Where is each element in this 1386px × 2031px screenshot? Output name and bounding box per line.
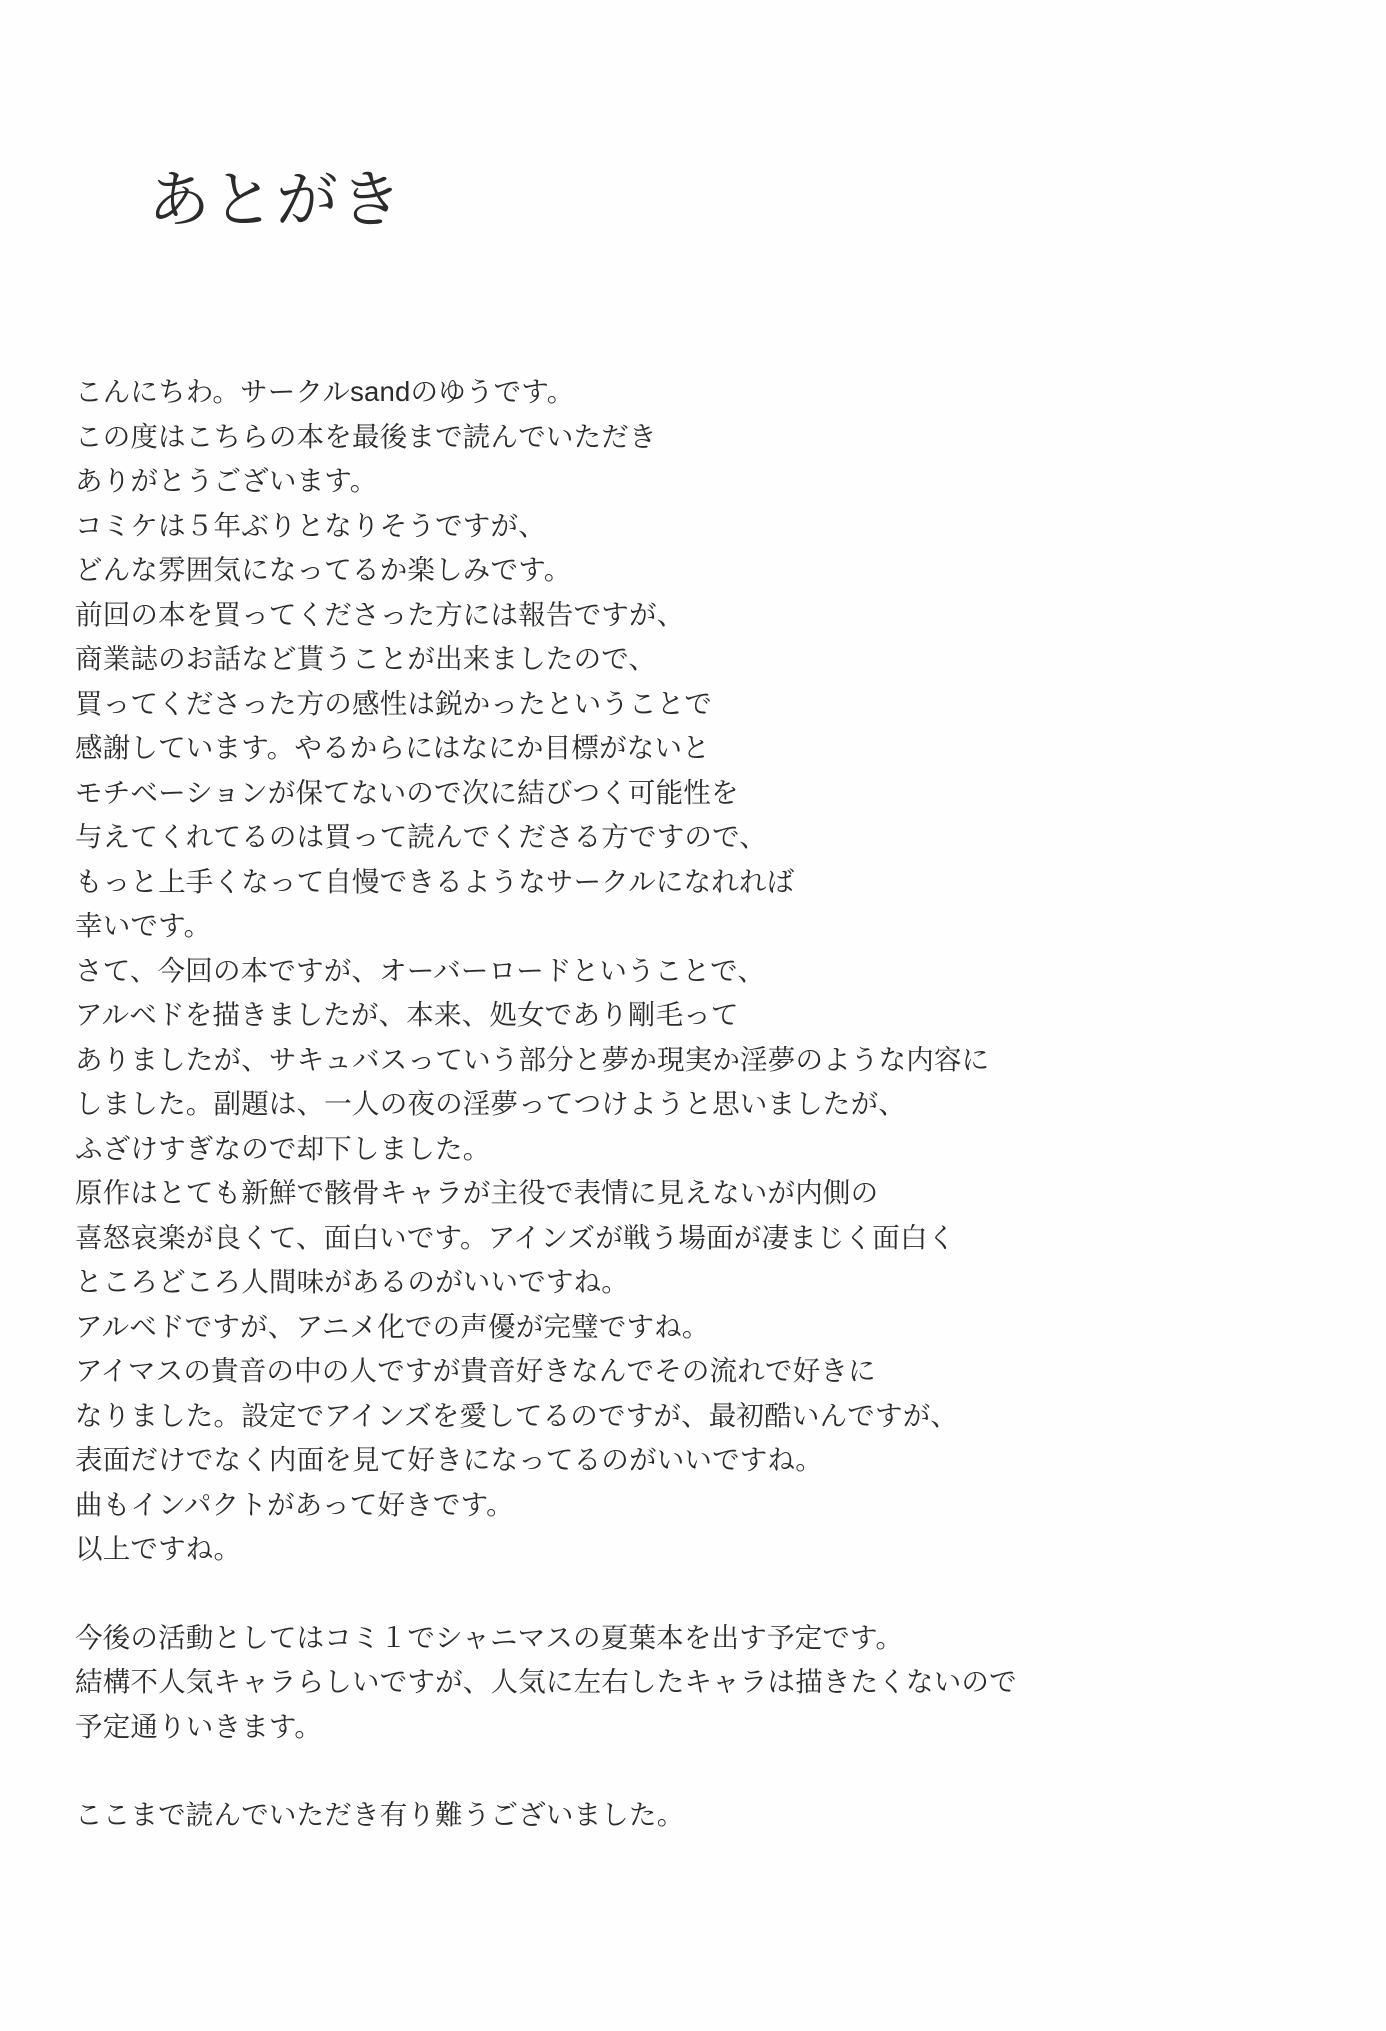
text-line: 結構不人気キャラらしいですが、人気に左右したキャラは描きたくないので <box>75 1666 1017 1697</box>
text-line: モチベーションが保てないので次に結びつく可能性を <box>75 776 739 808</box>
afterword-body <box>75 370 1315 1838</box>
text-line: 買ってくださった方の感性は鋭かったということで <box>75 687 713 719</box>
text-line: どんな雰囲気になってるか楽しみです。 <box>75 554 572 585</box>
text-line: さて、今回の本ですが、オーバーロードということで、 <box>75 954 766 986</box>
text-line: しました。副題は、一人の夜の淫夢ってつけようと思いましたが、 <box>75 1088 906 1119</box>
text-line: コミケは５年ぶりとなりそうですが、 <box>75 509 546 541</box>
text-line: なりました。設定でアインズを愛してるのですが、最初酷いんですが、 <box>75 1399 959 1431</box>
paragraph-intro <box>75 370 1315 1572</box>
text-line: 感謝しています。やるからにはなにか目標がないと <box>75 732 710 763</box>
page-title: あとがき <box>148 166 405 235</box>
text-line: この度はこちらの本を最後まで読んでいただき <box>75 420 657 452</box>
text-line: 喜怒哀楽が良くて、面白いです。アインズが戦う場面が凄まじく面白く <box>75 1221 956 1253</box>
text-line: 以上ですね。 <box>75 1533 242 1564</box>
text-line: アイマスの貴音の中の人ですが貴音好きなんでその流れで好きに <box>75 1355 876 1386</box>
text-line: 幸いです。 <box>75 910 212 941</box>
paragraph-closing <box>75 1793 1315 1838</box>
text-line: アルベドですが、アニメ化での声優が完璧ですね。 <box>75 1310 710 1342</box>
text-line: 表面だけでなく内面を見て好きになってるのがいいですね。 <box>75 1444 823 1475</box>
paragraph-future-plans <box>75 1616 1315 1750</box>
text-line: 曲もインパクトがあって好きです。 <box>75 1488 514 1520</box>
text-line: アルベドを描きましたが、本来、処女であり剛毛って <box>75 999 739 1030</box>
text-line: 商業誌のお話など貰うことが出来ましたので、 <box>75 643 657 674</box>
text-line: 前回の本を買ってくださった方には報告ですが、 <box>75 598 685 630</box>
text-line: ありがとうございます。 <box>75 465 378 496</box>
text-line: ありましたが、サキュバスっていう部分と夢か現実か淫夢のような内容に <box>75 1043 990 1075</box>
text-line: ここまで読んでいただき有り難うございました。 <box>75 1799 685 1830</box>
text-line: もっと上手くなって自慢できるようなサークルになれれば <box>75 865 795 897</box>
text-line: 原作はとても新鮮で骸骨キャラが主役で表情に見えないが内側の <box>75 1177 879 1208</box>
text-line: 与えてくれてるのは買って読んでくださる方ですので、 <box>75 821 767 852</box>
text-line: こんにちわ。サークルsandのゆうです。 <box>75 376 575 407</box>
text-line: ふざけすぎなので却下しました。 <box>75 1132 491 1164</box>
text-line: 予定通りいきます。 <box>75 1710 323 1742</box>
text-line: 今後の活動としてはコミ１でシャニマスの夏葉本を出す予定です。 <box>75 1621 904 1653</box>
text-line: ところどころ人間味があるのがいいですね。 <box>75 1266 629 1297</box>
